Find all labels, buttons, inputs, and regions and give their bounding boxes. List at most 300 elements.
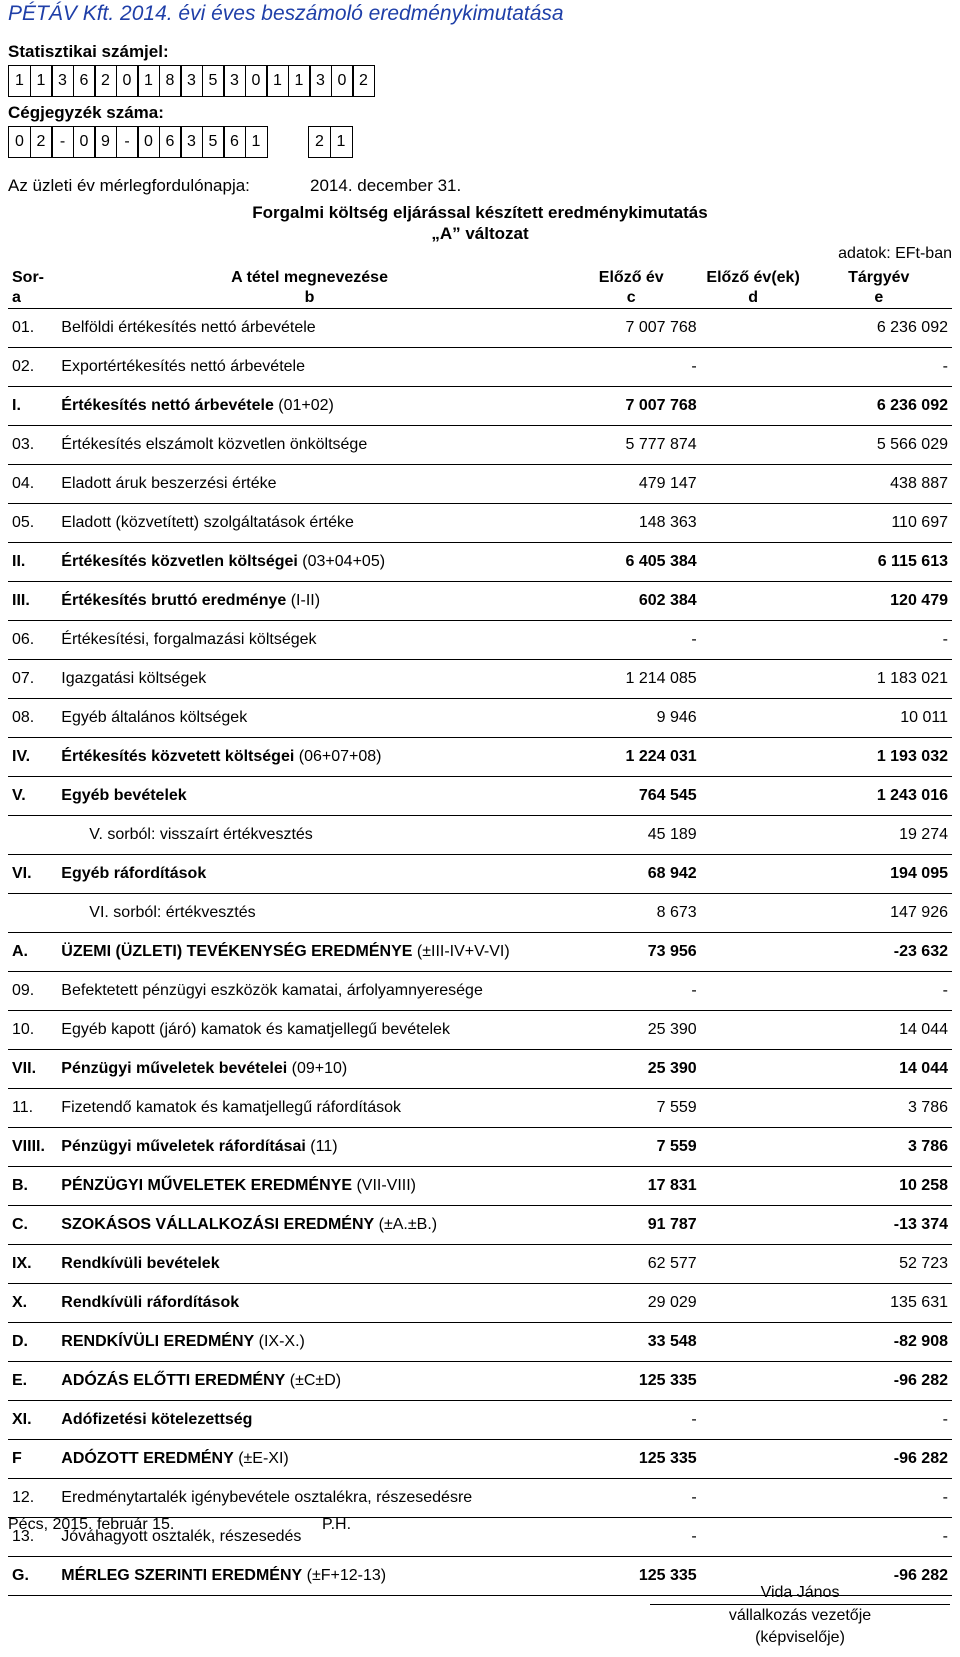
stamp-placeholder: P.H. — [322, 1516, 352, 1533]
row-prev-year: 25 390 — [562, 1050, 701, 1089]
row-correction — [701, 1440, 806, 1479]
row-correction — [701, 504, 806, 543]
row-name — [57, 1089, 562, 1128]
row-formula: (09+10) — [287, 1060, 348, 1077]
row-current-year: 6 236 092 — [806, 309, 952, 348]
row-correction — [701, 1284, 806, 1323]
row-prev-year: 25 390 — [562, 1011, 701, 1050]
fiscal-year-date: 2014. december 31. — [310, 176, 462, 195]
header-sub-c: c — [626, 289, 636, 306]
row-prev-year: 68 942 — [562, 855, 701, 894]
digit-box: 6 — [73, 65, 96, 97]
row-correction — [701, 1011, 806, 1050]
table-row — [8, 309, 952, 348]
table-row — [8, 660, 952, 699]
row-code: 11. — [8, 1089, 57, 1128]
table-row — [8, 1167, 952, 1206]
stat-number-boxes — [8, 65, 374, 97]
row-current-year: 135 631 — [806, 1284, 952, 1323]
row-current-year: 110 697 — [806, 504, 952, 543]
row-code: 09. — [8, 972, 57, 1011]
row-code: 12. — [8, 1479, 57, 1518]
row-correction — [701, 777, 806, 816]
table-row — [8, 1284, 952, 1323]
row-name — [57, 387, 562, 426]
row-name — [57, 1206, 562, 1245]
digit-box: 1 — [245, 126, 268, 158]
row-name-text: Értékesítés bruttó eredménye — [61, 592, 287, 609]
table-row — [8, 972, 952, 1011]
row-code: 08. — [8, 699, 57, 738]
row-formula: (±III-IV+V-VI) — [412, 943, 510, 960]
row-prev-year: 148 363 — [562, 504, 701, 543]
row-code: 04. — [8, 465, 57, 504]
table-row — [8, 1089, 952, 1128]
row-correction — [701, 309, 806, 348]
row-correction — [701, 972, 806, 1011]
row-name — [57, 894, 562, 933]
table-row — [8, 1206, 952, 1245]
row-correction — [701, 816, 806, 855]
unit-label: adatok: EFt-ban — [838, 245, 952, 262]
row-code: XI. — [8, 1401, 57, 1440]
row-name-text: Eladott áruk beszerzési értéke — [61, 475, 277, 492]
table-row — [8, 699, 952, 738]
row-name-text: Rendkívüli bevételek — [61, 1255, 220, 1272]
header-col-b: A tétel megnevezése — [231, 269, 388, 286]
row-correction — [701, 1128, 806, 1167]
row-correction — [701, 660, 806, 699]
row-code: I. — [8, 387, 57, 426]
row-correction — [701, 699, 806, 738]
row-code: 05. — [8, 504, 57, 543]
row-correction — [701, 1479, 806, 1518]
row-code: 03. — [8, 426, 57, 465]
row-current-year: -82 908 — [806, 1323, 952, 1362]
row-prev-year: 8 673 — [562, 894, 701, 933]
row-name-text: Jóváhagyott osztalék, részesedés — [61, 1528, 302, 1545]
digit-box: 0 — [8, 126, 31, 158]
header-col-e: Tárgyév — [848, 269, 910, 286]
stat-number-label: Statisztikai számjel: — [8, 42, 169, 61]
digit-box: 6 — [223, 126, 246, 158]
fiscal-year-line — [8, 176, 462, 196]
table-row — [8, 543, 952, 582]
row-name-text: Rendkívüli ráfordítások — [61, 1294, 240, 1311]
row-correction — [701, 1089, 806, 1128]
digit-box: 5 — [202, 65, 225, 97]
row-current-year: - — [806, 972, 952, 1011]
row-formula: (VII-VIII) — [352, 1177, 416, 1194]
digit-box: - — [51, 126, 74, 158]
row-current-year: -96 282 — [806, 1557, 952, 1596]
row-formula: (I-II) — [286, 592, 321, 609]
row-name — [57, 816, 562, 855]
row-prev-year: 125 335 — [562, 1557, 701, 1596]
table-row — [8, 348, 952, 387]
digit-box: 8 — [159, 65, 182, 97]
row-name — [57, 504, 562, 543]
digit-box: 1 — [137, 65, 160, 97]
row-name — [57, 855, 562, 894]
row-correction — [701, 1050, 806, 1089]
digit-box: 1 — [8, 65, 31, 97]
row-correction — [701, 621, 806, 660]
row-current-year: 14 044 — [806, 1011, 952, 1050]
header-col-a: Sor- — [12, 269, 44, 286]
row-name-text: Egyéb kapott (járó) kamatok és kamatjellegű bevételek — [61, 1021, 450, 1038]
digit-box: 2 — [94, 65, 117, 97]
row-current-year: 1 193 032 — [806, 738, 952, 777]
signer-role: vállalkozás vezetője — [650, 1604, 950, 1627]
row-current-year: - — [806, 1401, 952, 1440]
row-prev-year: 1 224 031 — [562, 738, 701, 777]
signer-role-2: (képviselője) — [755, 1629, 845, 1646]
row-prev-year: 45 189 — [562, 816, 701, 855]
table-row — [8, 1401, 952, 1440]
row-prev-year: 6 405 384 — [562, 543, 701, 582]
row-name-text: Igazgatási költségek — [61, 670, 207, 687]
row-prev-year: 9 946 — [562, 699, 701, 738]
row-current-year: 10 011 — [806, 699, 952, 738]
row-name-text: Adófizetési kötelezettség — [61, 1411, 253, 1428]
header-sub-d: d — [748, 289, 758, 306]
row-code: A. — [8, 933, 57, 972]
row-prev-year: - — [562, 1518, 701, 1557]
row-name — [57, 1167, 562, 1206]
digit-box: 0 — [116, 65, 139, 97]
row-name — [57, 582, 562, 621]
row-current-year: 3 786 — [806, 1089, 952, 1128]
row-code: X. — [8, 1284, 57, 1323]
row-name-text: Fizetendő kamatok és kamatjellegű ráfordítások — [61, 1099, 402, 1116]
row-prev-year: 7 007 768 — [562, 387, 701, 426]
row-name-text: Eladott (közvetített) szolgáltatások értéke — [61, 514, 354, 531]
digit-box: 1 — [330, 126, 353, 158]
row-prev-year: 764 545 — [562, 777, 701, 816]
row-name-text: Értékesítés nettó árbevétele — [61, 397, 274, 414]
row-name — [57, 621, 562, 660]
table-row — [8, 1323, 952, 1362]
document-title: PÉTÁV Kft. 2014. évi éves beszámoló eredménykimutatása — [8, 2, 564, 25]
row-formula: (11) — [305, 1138, 338, 1155]
digit-box: 0 — [331, 65, 354, 97]
row-correction — [701, 855, 806, 894]
row-code: V. — [8, 777, 57, 816]
row-correction — [701, 1245, 806, 1284]
row-name — [57, 309, 562, 348]
row-code: VI. — [8, 855, 57, 894]
row-current-year: 3 786 — [806, 1128, 952, 1167]
table-row — [8, 1011, 952, 1050]
row-name-text: Értékesítés elszámolt közvetlen önköltsége — [61, 436, 368, 453]
row-correction — [701, 933, 806, 972]
row-prev-year: 5 777 874 — [562, 426, 701, 465]
header-col-c: Előző év — [598, 269, 664, 286]
row-prev-year: 125 335 — [562, 1440, 701, 1479]
digit-box: 3 — [180, 126, 203, 158]
row-code: F — [8, 1440, 57, 1479]
row-name — [57, 1362, 562, 1401]
row-formula: (01+02) — [273, 397, 334, 414]
row-current-year: -96 282 — [806, 1440, 952, 1479]
income-statement-table — [8, 268, 952, 1596]
row-current-year: 147 926 — [806, 894, 952, 933]
row-correction — [701, 1167, 806, 1206]
row-code: C. — [8, 1206, 57, 1245]
row-current-year: 10 258 — [806, 1167, 952, 1206]
header-row — [8, 268, 952, 288]
row-code: E. — [8, 1362, 57, 1401]
report-variant: „A” változat — [431, 224, 529, 243]
row-name-text: MÉRLEG SZERINTI EREDMÉNY — [61, 1567, 303, 1584]
digit-box: 3 — [223, 65, 246, 97]
row-correction — [701, 738, 806, 777]
company-reg-label: Cégjegyzék száma: — [8, 103, 164, 122]
row-prev-year: - — [562, 1479, 701, 1518]
row-name-text: Belföldi értékesítés nettó árbevétele — [61, 319, 316, 336]
digit-box: 2 — [352, 65, 375, 97]
digit-box — [266, 126, 287, 156]
row-prev-year: 602 384 — [562, 582, 701, 621]
table-row — [8, 1362, 952, 1401]
row-name — [57, 1440, 562, 1479]
table-row — [8, 504, 952, 543]
digit-box: 0 — [137, 126, 160, 158]
row-correction — [701, 1362, 806, 1401]
row-name — [57, 1401, 562, 1440]
row-code: IX. — [8, 1245, 57, 1284]
table-row — [8, 465, 952, 504]
table-row — [8, 738, 952, 777]
row-prev-year: 17 831 — [562, 1167, 701, 1206]
row-name-text: Pénzügyi műveletek ráfordításai — [61, 1138, 306, 1155]
header-col-d: Előző év(ek) — [706, 269, 800, 286]
row-code — [8, 816, 57, 855]
row-prev-year: 7 559 — [562, 1089, 701, 1128]
row-prev-year: 33 548 — [562, 1323, 701, 1362]
row-correction — [701, 1401, 806, 1440]
row-name-text: VI. sorból: értékvesztés — [89, 904, 256, 921]
table-row — [8, 777, 952, 816]
digit-box: 3 — [180, 65, 203, 97]
row-current-year: 1 243 016 — [806, 777, 952, 816]
header-sub-row — [8, 288, 952, 309]
row-name — [57, 660, 562, 699]
table-row — [8, 1440, 952, 1479]
row-prev-year: 29 029 — [562, 1284, 701, 1323]
row-formula: (±F+12-13) — [302, 1567, 387, 1584]
row-correction — [701, 426, 806, 465]
digit-box: 1 — [266, 65, 289, 97]
row-name — [57, 543, 562, 582]
row-correction — [701, 543, 806, 582]
row-correction — [701, 582, 806, 621]
row-code: III. — [8, 582, 57, 621]
row-code: B. — [8, 1167, 57, 1206]
row-name — [57, 777, 562, 816]
row-code: D. — [8, 1323, 57, 1362]
digit-box: 5 — [202, 126, 225, 158]
row-current-year: - — [806, 621, 952, 660]
row-name-text: Értékesítés közvetett költségei — [61, 748, 295, 765]
row-prev-year: - — [562, 1401, 701, 1440]
row-name — [57, 1128, 562, 1167]
row-name-text: Pénzügyi műveletek bevételei — [61, 1060, 288, 1077]
row-name — [57, 933, 562, 972]
row-code: VIIII. — [8, 1128, 57, 1167]
report-title: Forgalmi költség eljárással készített eredménykimutatás — [252, 203, 708, 222]
row-code: VII. — [8, 1050, 57, 1089]
row-name-text: V. sorból: visszaírt értékvesztés — [89, 826, 313, 843]
header-sub-e: e — [874, 289, 884, 306]
table-row — [8, 816, 952, 855]
row-current-year: 52 723 — [806, 1245, 952, 1284]
row-prev-year: 7 559 — [562, 1128, 701, 1167]
row-name-text: Exportértékesítés nettó árbevétele — [61, 358, 305, 375]
row-name-text: SZOKÁSOS VÁLLALKOZÁSI EREDMÉNY — [61, 1216, 375, 1233]
row-name-text: Értékesítés közvetlen költségei — [61, 553, 298, 570]
row-correction — [701, 465, 806, 504]
company-reg-boxes — [8, 126, 351, 158]
row-code: 10. — [8, 1011, 57, 1050]
digit-box: 1 — [288, 65, 311, 97]
row-code: II. — [8, 543, 57, 582]
row-current-year: - — [806, 1518, 952, 1557]
row-code: 01. — [8, 309, 57, 348]
row-name — [57, 1284, 562, 1323]
row-formula: (±E-XI) — [233, 1450, 289, 1467]
table-row — [8, 426, 952, 465]
row-formula: (±C±D) — [285, 1372, 342, 1389]
table-row — [8, 1128, 952, 1167]
row-name — [57, 972, 562, 1011]
header-sub-a: a — [12, 289, 21, 306]
table-row — [8, 621, 952, 660]
row-correction — [701, 1518, 806, 1557]
row-correction — [701, 894, 806, 933]
row-current-year: 120 479 — [806, 582, 952, 621]
row-formula: (IX-X.) — [254, 1333, 305, 1350]
digit-box: 0 — [245, 65, 268, 97]
digit-box: 1 — [30, 65, 53, 97]
row-current-year: 6 236 092 — [806, 387, 952, 426]
row-correction — [701, 348, 806, 387]
row-code: 07. — [8, 660, 57, 699]
row-prev-year: - — [562, 972, 701, 1011]
row-name-text: ADÓZÁS ELŐTTI EREDMÉNY — [61, 1372, 286, 1389]
row-prev-year: 125 335 — [562, 1362, 701, 1401]
row-name — [57, 1050, 562, 1089]
fiscal-year-label: Az üzleti év mérlegfordulónapja: — [8, 176, 250, 195]
row-name — [57, 1479, 562, 1518]
row-name — [57, 738, 562, 777]
row-name-text: Befektetett pénzügyi eszközök kamatai, árfolyamnyeresége — [61, 982, 483, 999]
row-current-year: 194 095 — [806, 855, 952, 894]
table-row — [8, 1050, 952, 1089]
row-current-year: - — [806, 348, 952, 387]
digit-box: 2 — [30, 126, 53, 158]
row-code — [8, 894, 57, 933]
row-prev-year: 7 007 768 — [562, 309, 701, 348]
row-correction — [701, 387, 806, 426]
table-row — [8, 1245, 952, 1284]
row-name — [57, 699, 562, 738]
row-name-text: PÉNZÜGYI MŰVELETEK EREDMÉNYE — [61, 1177, 352, 1194]
row-code: 13. — [8, 1518, 57, 1557]
table-row — [8, 1479, 952, 1518]
digit-box: 3 — [309, 65, 332, 97]
row-name — [57, 1557, 562, 1596]
table-row — [8, 387, 952, 426]
row-name — [57, 465, 562, 504]
row-name-text: Egyéb bevételek — [61, 787, 187, 804]
table-row — [8, 894, 952, 933]
signer-name: Vida János — [760, 1584, 840, 1601]
row-current-year: 14 044 — [806, 1050, 952, 1089]
row-current-year: 6 115 613 — [806, 543, 952, 582]
row-name — [57, 1011, 562, 1050]
row-current-year: -13 374 — [806, 1206, 952, 1245]
row-code: IV. — [8, 738, 57, 777]
row-name-text: Egyéb ráfordítások — [61, 865, 207, 882]
row-current-year: 438 887 — [806, 465, 952, 504]
row-prev-year: - — [562, 621, 701, 660]
header-sub-b: b — [304, 289, 315, 306]
row-prev-year: 91 787 — [562, 1206, 701, 1245]
row-name-text: RENDKÍVÜLI EREDMÉNY — [61, 1333, 255, 1350]
row-name — [57, 1245, 562, 1284]
signature-block — [650, 1582, 950, 1649]
row-name-text: ADÓZOTT EREDMÉNY — [61, 1450, 234, 1467]
row-current-year: -23 632 — [806, 933, 952, 972]
row-current-year: 1 183 021 — [806, 660, 952, 699]
digit-box: 0 — [73, 126, 96, 158]
row-prev-year: 62 577 — [562, 1245, 701, 1284]
row-current-year: -96 282 — [806, 1362, 952, 1401]
row-current-year: 5 566 029 — [806, 426, 952, 465]
table-row — [8, 855, 952, 894]
place-date: Pécs, 2015. február 15. — [8, 1516, 175, 1533]
digit-box — [287, 126, 308, 156]
row-name — [57, 426, 562, 465]
row-correction — [701, 1323, 806, 1362]
table-row — [8, 582, 952, 621]
row-name-text: Egyéb általános költségek — [61, 709, 248, 726]
row-prev-year: - — [562, 348, 701, 387]
row-current-year: 19 274 — [806, 816, 952, 855]
table-row — [8, 933, 952, 972]
row-name-text: Értékesítési, forgalmazási költségek — [61, 631, 317, 648]
row-code: 02. — [8, 348, 57, 387]
row-name-text: Eredménytartalék igénybevétele osztalékra, részesedésre — [61, 1489, 473, 1506]
row-name-text: ÜZEMI (ÜZLETI) TEVÉKENYSÉG EREDMÉNYE — [61, 943, 413, 960]
row-formula: (06+07+08) — [294, 748, 382, 765]
row-code: G. — [8, 1557, 57, 1596]
row-prev-year: 479 147 — [562, 465, 701, 504]
row-name — [57, 348, 562, 387]
row-prev-year: 73 956 — [562, 933, 701, 972]
digit-box: 6 — [159, 126, 182, 158]
digit-box: - — [116, 126, 139, 158]
row-formula: (03+04+05) — [297, 553, 386, 570]
digit-box: 2 — [308, 126, 331, 158]
row-prev-year: 1 214 085 — [562, 660, 701, 699]
digit-box: 9 — [94, 126, 117, 158]
row-code: 06. — [8, 621, 57, 660]
row-formula: (±A.±B.) — [374, 1216, 438, 1233]
row-correction — [701, 1206, 806, 1245]
